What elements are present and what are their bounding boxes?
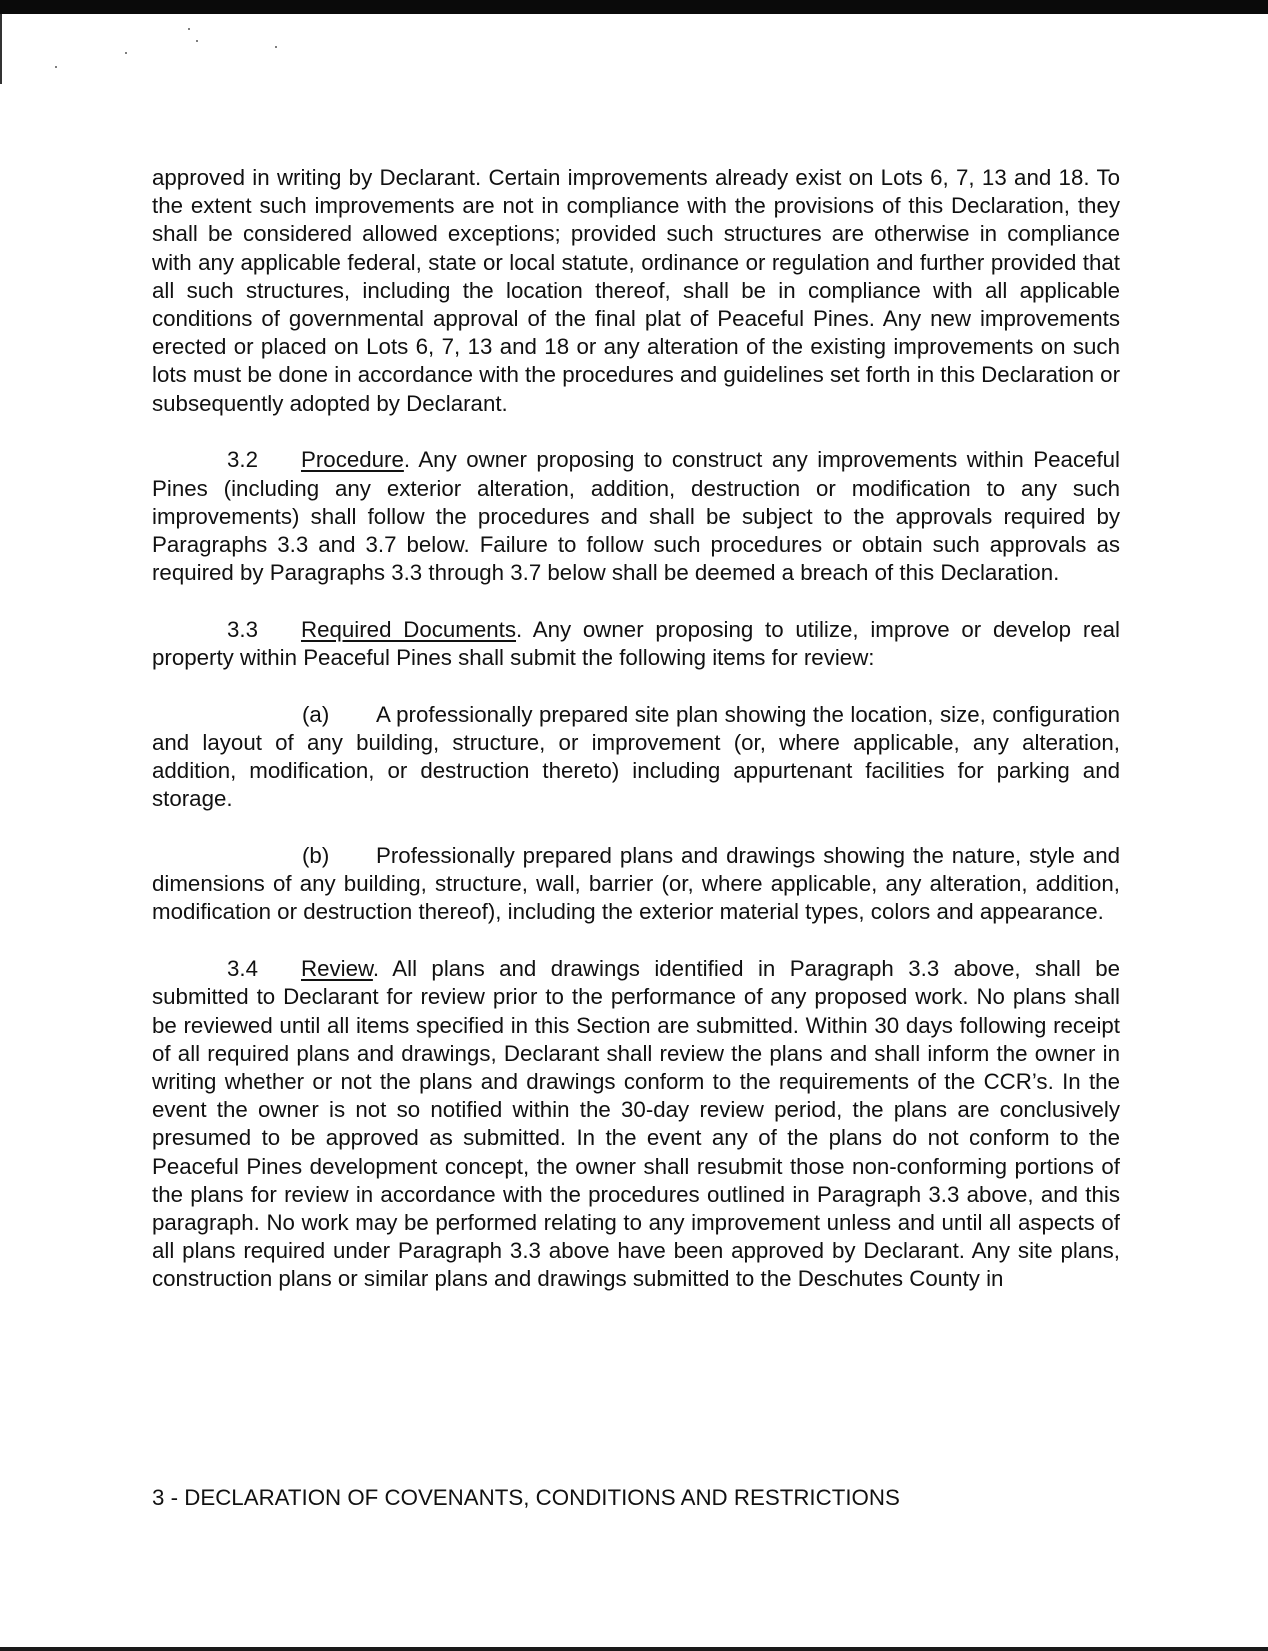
subitem-text: Professionally prepared plans and drawings showing the nature, style and dimensions of any building, structure, wall, barrier (or, where applicable, any alteration, addition, modification or destruction thereof), including the exterior material types, colors and appearance. xyxy=(152,843,1120,925)
section-number: 3.4 xyxy=(227,956,258,982)
scan-border-bottom xyxy=(0,1647,1268,1651)
section-3-4 xyxy=(152,955,1120,1293)
scan-speck xyxy=(125,52,127,54)
scan-speck xyxy=(275,46,277,48)
scan-speck xyxy=(55,66,57,68)
section-3-3 xyxy=(152,616,1120,672)
section-3-2 xyxy=(152,446,1120,587)
subitem-b xyxy=(152,842,1120,927)
section-heading: Required Documents xyxy=(301,616,517,642)
section-number: 3.2 xyxy=(227,447,258,473)
scan-speck xyxy=(196,40,198,42)
section-heading: Procedure xyxy=(301,447,404,473)
page-footer: 3 - DECLARATION OF COVENANTS, CONDITIONS AND RESTRICTIONS xyxy=(152,1485,900,1510)
scan-border-left xyxy=(0,14,2,84)
scan-speck xyxy=(188,28,190,30)
scan-border-top xyxy=(0,0,1268,14)
subitem-text: A professionally prepared site plan showing the location, size, configuration and layout of any building, structure, or improvement (or, where applicable, any alteration, addition, modification, or destruction thereto) including appurtenant facilities for parking and storage. xyxy=(152,701,1120,812)
section-body: . Any owner proposing to construct any improvements within Peaceful Pines (including any exterior alteration, addition, destruction or modification to any such improvements) shall follow the procedures and shall be subject to the approvals required by Paragraphs 3.3 and 3.7 below. Failure to follow such procedures or obtain such approvals as required by Paragraphs 3.3 through 3.7 below shall be deemed a breach of this Declaration. xyxy=(152,447,1120,586)
subitem-label: (b) xyxy=(302,843,330,869)
section-heading: Review xyxy=(301,956,373,982)
subitem-a xyxy=(152,701,1120,814)
section-body: . All plans and drawings identified in Paragraph 3.3 above, shall be submitted to Declarant for review prior to the performance of any proposed work. No plans shall be reviewed until all items specified in this Section are submitted. Within 30 days following receipt of all required plans and drawings, Declarant shall review the plans and shall inform the owner in writing whether or not the plans and drawings conform to the requirements of the CCR’s. In the event the owner is not so notified within the 30-day review period, the plans are conclusively presumed to be approved as submitted. In the event any of the plans do not conform to the Peaceful Pines development concept, the owner shall resubmit those non-conforming portions of the plans for review in accordance with the procedures outlined in Paragraph 3.3 above, and this paragraph. No work may be performed relating to any improvement unless and until all aspects of all plans required under Paragraph 3.3 above have been approved by Declarant. Any site plans, construction plans or similar plans and drawings submitted to the Deschutes County in xyxy=(152,956,1120,1292)
opening-paragraph: approved in writing by Declarant. Certain improvements already exist on Lots 6, 7, 13 and 18. To the extent such improvements are not in compliance with the provisions of this Declaration, they shall be considered allowed exceptions; provided such structures are otherwise in compliance with any applicable federal, state or local statute, ordinance or regulation and further provided that all such structures, including the location thereof, shall be in compliance with all applicable conditions of governmental approval of the final plat of Peaceful Pines. Any new improvements erected or placed on Lots 6, 7, 13 and 18 or any alteration of the existing improvements on such lots must be done in accordance with the procedures and guidelines set forth in this Declaration or subsequently adopted by Declarant. xyxy=(152,165,1120,416)
subitem-label: (a) xyxy=(302,701,330,727)
section-body: . Any owner proposing to utilize, improve or develop real property within Peaceful Pines shall submit the following items for review: xyxy=(152,616,1120,671)
section-number: 3.3 xyxy=(227,616,258,642)
document-body xyxy=(152,164,1120,1294)
